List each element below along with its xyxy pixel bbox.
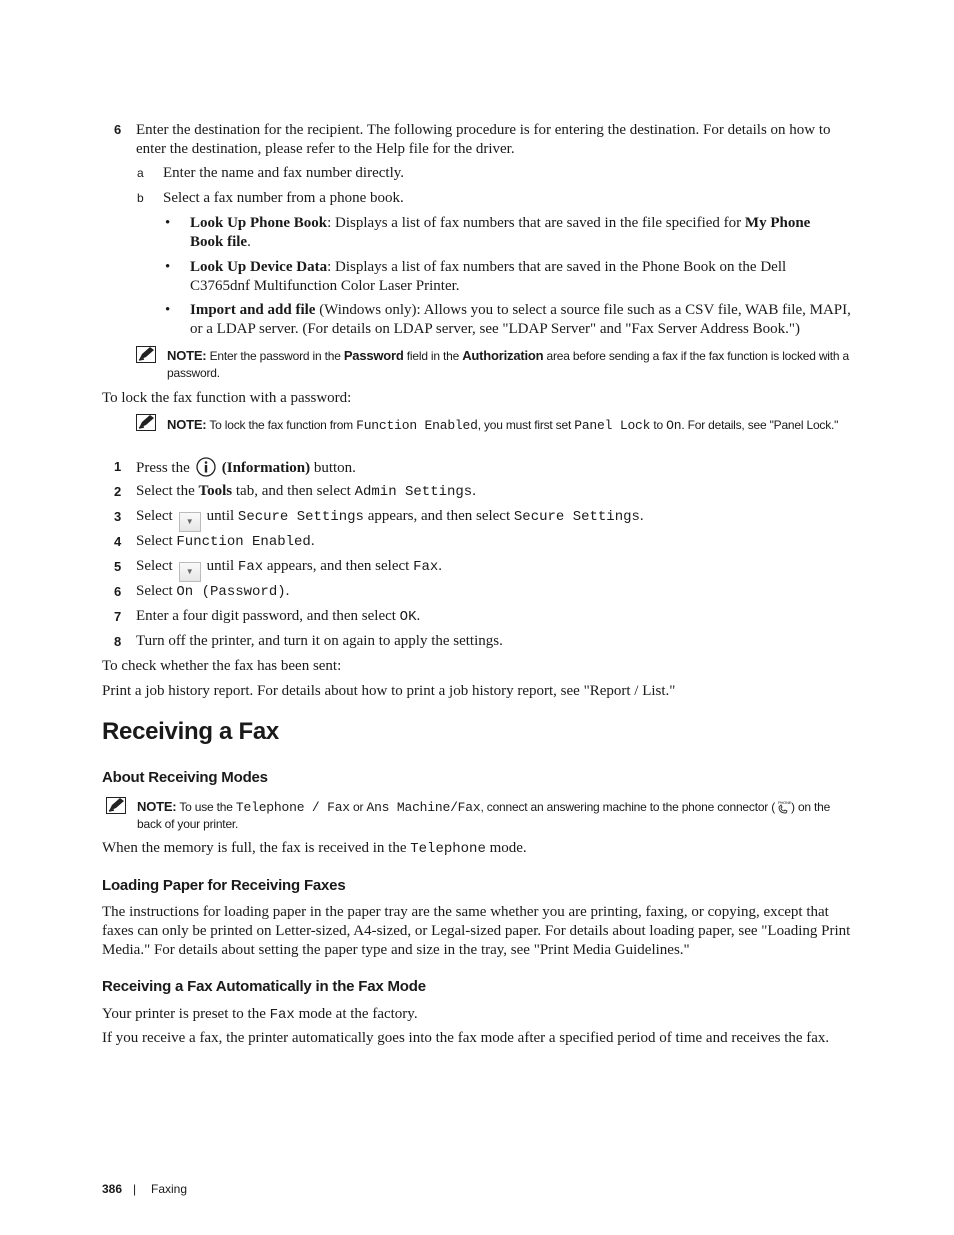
svg-text:PHONE: PHONE [778,800,792,805]
step-text: Select the Tools tab, and then select Admin Settings. [136,483,476,500]
receive-text: If you receive a fax, the printer automatically goes into the fax mode after a specified period of time and receives the fax. [102,1030,830,1046]
step-number: 3 [114,509,122,524]
bullet: • [165,215,171,231]
preset-text: Your printer is preset to the Fax mode at the factory. [102,1006,418,1023]
substep-text: Select a fax number from a phone book. [163,190,404,206]
note: NOTE: To use the Telephone / Fax or Ans Machine/Fax, connect an answering machine to the phone connector ( PHONE ) on the back of your printer. [137,799,831,831]
step-number: 6 [114,584,122,599]
list-item: Import and add file (Windows only): Allows you to select a source file such as a CSV file, WAB file, MAPI, or a LDAP server. (For details on LDAP server, see "LDAP Server" and "Fax Server Address Book.") [190,302,851,337]
step-number: 4 [114,534,122,549]
check-heading: To check whether the fax has been sent: [102,658,342,674]
list-item: Look Up Phone Book: Displays a list of fax numbers that are saved in the file specified for My Phone Book file. [190,215,811,250]
step-text: Enter a four digit password, and then select OK. [136,608,421,625]
loading-text: The instructions for loading paper in the paper tray are the same whether you are printing, faxing, or copying, except that faxes can only be printed on Letter-sized, A4-sized, or Legal-sized paper. For details about loading paper, see "Loading Print Media." For details about setting the paper type and size in the tray, see "Print Media Guidelines." [102,904,851,958]
memory-text: When the memory is full, the fax is received in the Telephone mode. [102,840,527,857]
section-title: Receiving a Fax [102,718,279,745]
step-text: Press the (Information) button. [136,457,356,478]
note: NOTE: Enter the password in the Password field in the Authorization area before sending a fax if the fax function is locked with a password. [167,348,849,380]
step-text: Select ▼ until Fax appears, and then select Fax. [136,557,442,582]
step-number: 1 [114,459,122,474]
list-item: Look Up Device Data: Displays a list of fax numbers that are saved in the Phone Book on the Dell C3765dnf Multifunction Color Laser Printer. [190,259,787,294]
page-number: 386 [102,1182,123,1196]
step-text: Turn off the printer, and turn it on again to apply the settings. [136,633,503,649]
substep-text: Enter the name and fax number directly. [163,165,405,181]
step-text: Select On (Password). [136,583,290,600]
step-number: 2 [114,484,122,499]
step-text: Select ▼ until Secure Settings appears, and then select Secure Settings. [136,507,644,532]
lock-heading: To lock the fax function with a password: [102,390,352,406]
note: NOTE: To lock the fax function from Function Enabled, you must first set Panel Lock to On. For details, see "Panel Lock." [167,417,839,433]
step-number: 7 [114,609,122,624]
subsection-heading: Loading Paper for Receiving Faxes [102,877,346,894]
chapter-name: Faxing [151,1182,188,1196]
step-text: Enter the destination for the recipient. The following procedure is for entering the destination. For details on how to enter the destination, please refer to the Help file for the driver. [136,122,831,157]
substep-letter: a [137,166,144,180]
down-arrow-button-icon: ▼ [179,562,201,582]
pencil-icon [106,797,126,814]
information-icon [196,457,216,477]
bullet: • [165,259,171,275]
step-text: Select Function Enabled. [136,533,315,550]
substep-letter: b [137,191,144,205]
step-number: 6 [114,122,122,137]
pencil-icon [136,346,156,363]
subsection-heading: About Receiving Modes [102,769,268,786]
footer-separator: | [133,1182,137,1196]
step-number: 5 [114,559,122,574]
step-number: 8 [114,634,122,649]
down-arrow-button-icon: ▼ [179,512,201,532]
bullet: • [165,302,171,318]
subsection-heading: Receiving a Fax Automatically in the Fax Mode [102,978,426,995]
phone-connector-icon [775,799,791,815]
check-text: Print a job history report. For details about how to print a job history report, see "Report / List." [102,683,676,699]
